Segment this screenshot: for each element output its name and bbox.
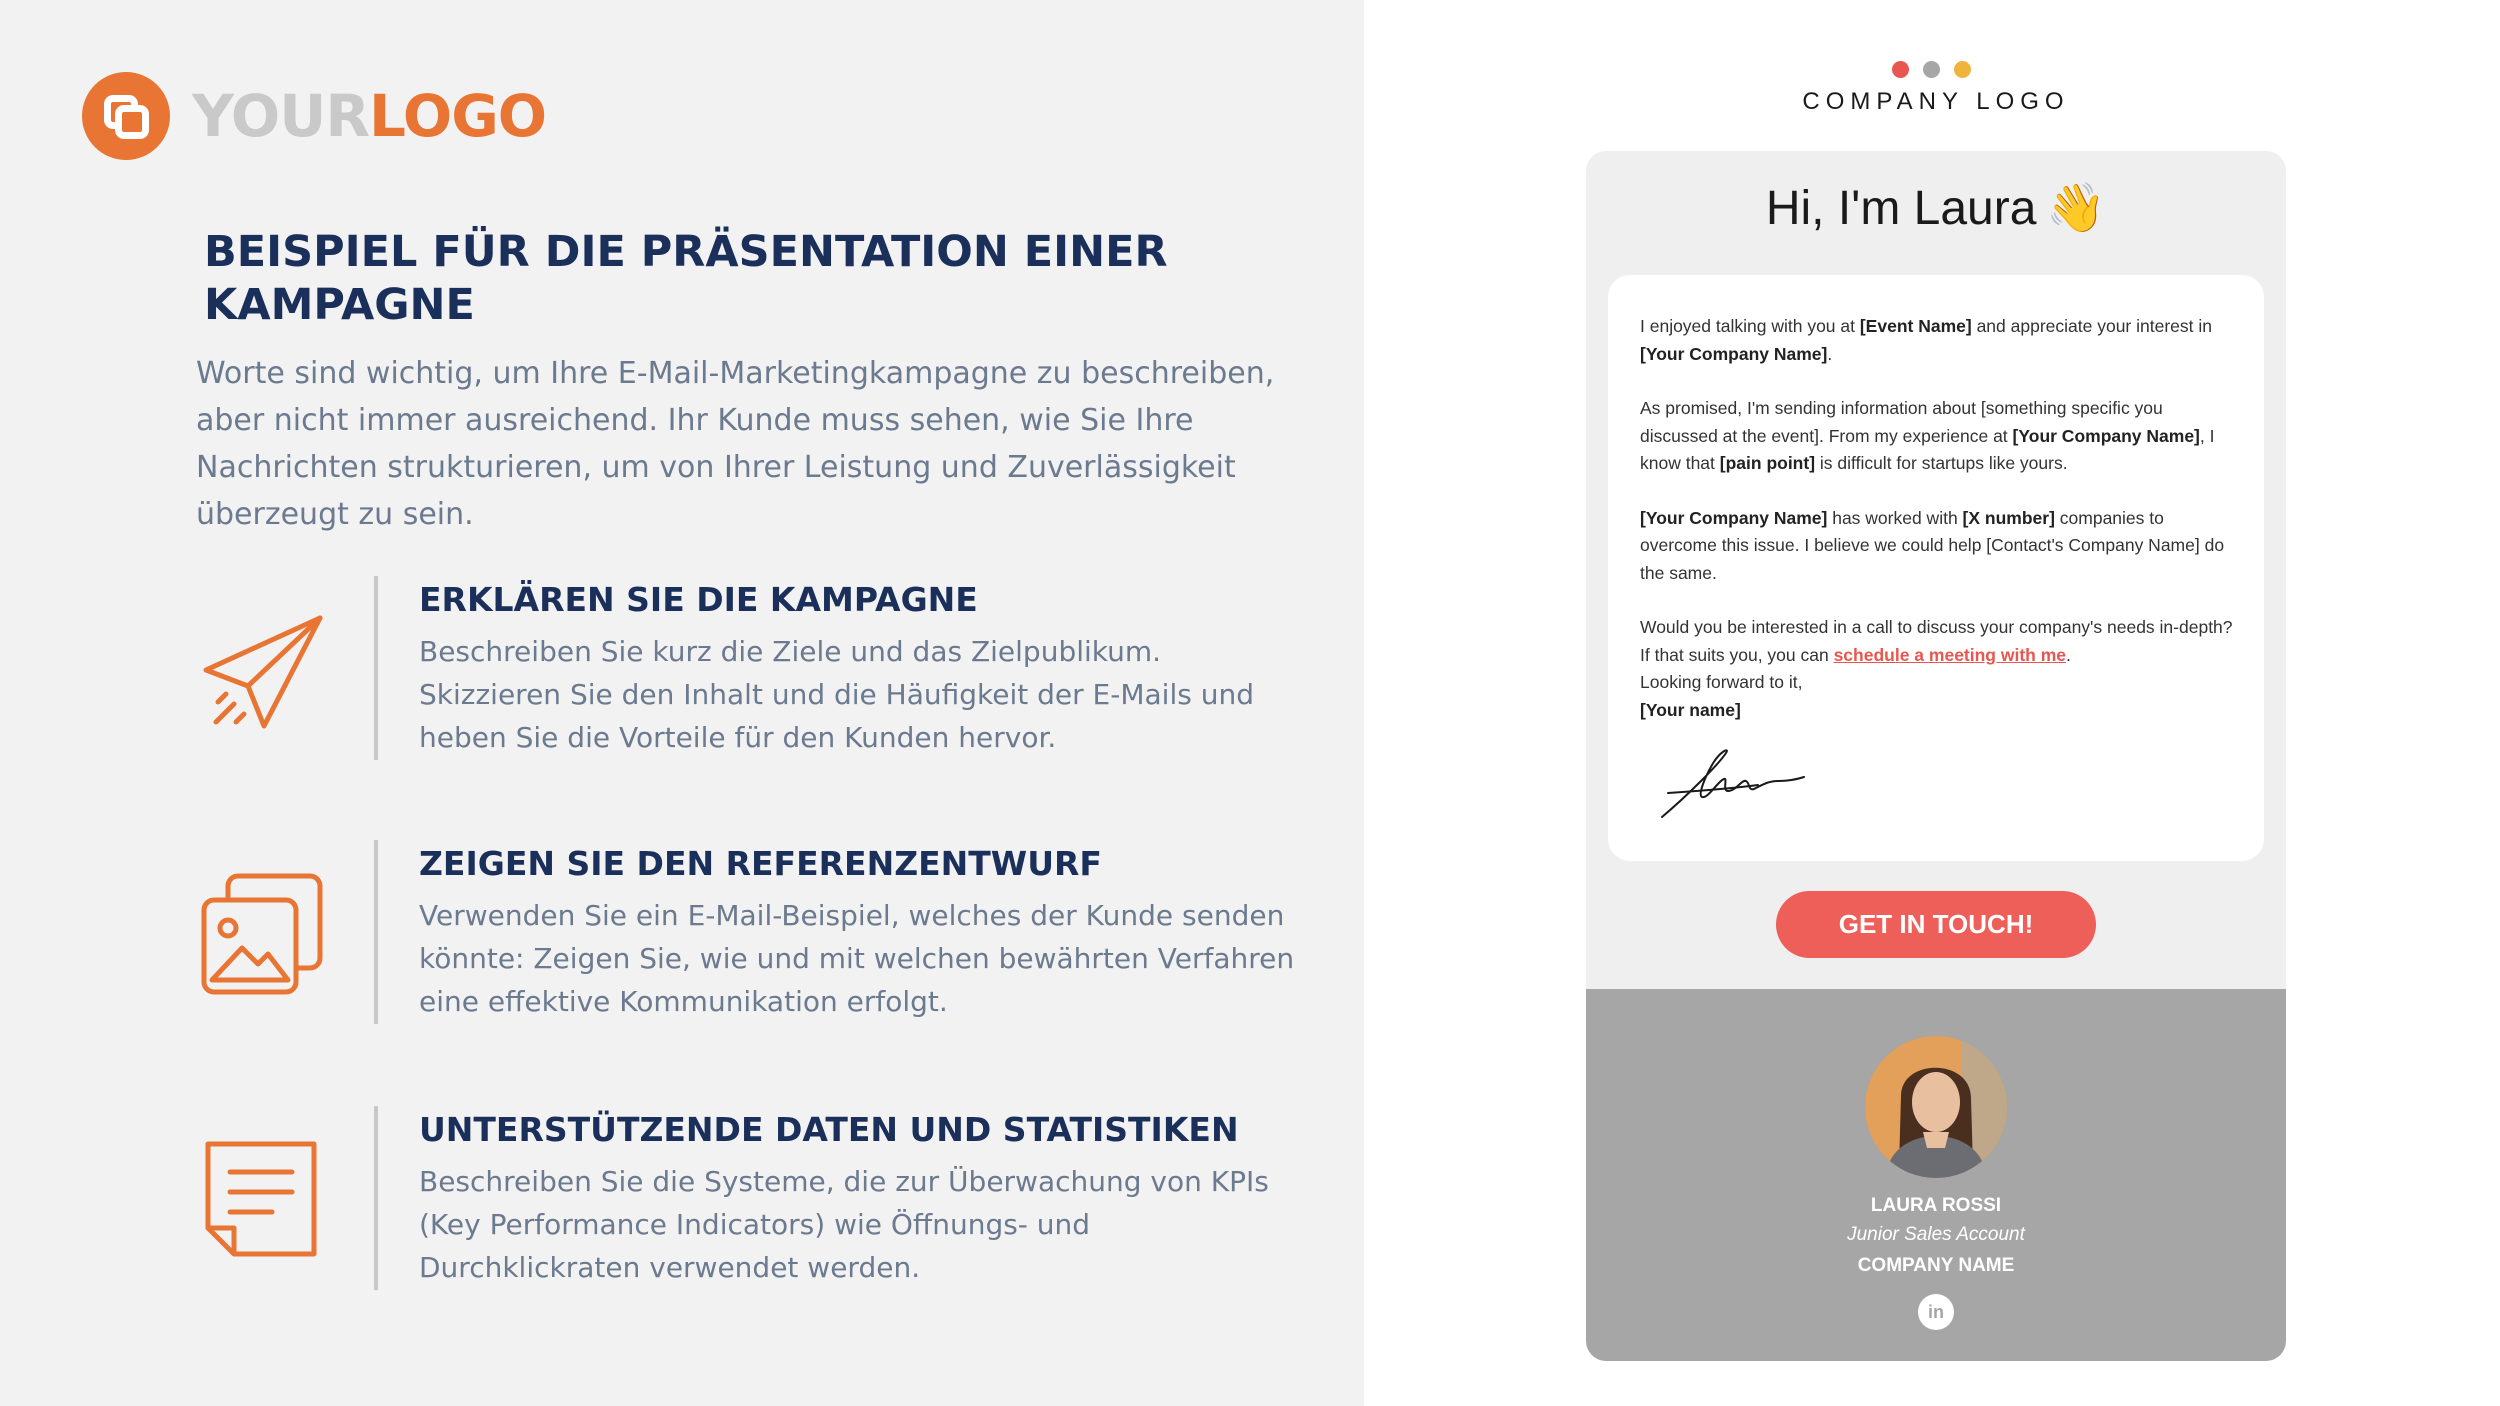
feature-supporting-data [196, 1106, 1296, 1296]
email-body [1608, 275, 2264, 861]
closing: Looking forward to it, [1640, 672, 1803, 692]
paragraph-2: As promised, I'm sending information about [something specific you discussed at the event]. From my experience at [Your Company Name], I know that [pain point] is difficult for startups like yours. [1640, 398, 2215, 473]
divider [374, 840, 378, 1024]
email-card [1586, 151, 2286, 1361]
feature-explain-campaign [196, 576, 1296, 766]
divider [374, 576, 378, 760]
get-in-touch-button[interactable]: GET IN TOUCH! [1776, 891, 2096, 958]
logo-mark-icon [82, 72, 170, 160]
window-dots [1892, 61, 1971, 78]
brand-logo [82, 72, 546, 160]
logo-text [192, 82, 546, 150]
logo-text-part1: YOUR [192, 82, 369, 150]
document-icon [196, 1136, 326, 1266]
feature-title: ERKLÄREN SIE DIE KAMPAGNE [419, 580, 978, 619]
feature-title: ZEIGEN SIE DEN REFERENZENTWURF [419, 844, 1102, 883]
feature-text: Beschreiben Sie die Systeme, die zur Überwachung von KPIs (Key Performance Indicators) wie Öffnungs- und Durchklickraten verwendet werden. [419, 1165, 1269, 1284]
sender-company: COMPANY NAME [1857, 1255, 2015, 1276]
dot-gray [1923, 61, 1940, 78]
sign-name: [Your name] [1640, 699, 1741, 720]
signature-icon [1658, 745, 1808, 825]
image-gallery-icon [196, 870, 326, 1000]
dot-red [1892, 61, 1909, 78]
feature-title: UNTERSTÜTZENDE DATEN UND STATISTIKEN [419, 1110, 1239, 1149]
wave-icon: 👋 [2046, 182, 2107, 235]
greeting [1586, 179, 2286, 236]
feature-text: Beschreiben Sie kurz die Ziele und das Zielpublikum. Skizzieren Sie den Inhalt und die Häufigkeit der E-Mails und heben Sie die Vorteile für den Kunden hervor. [419, 635, 1254, 754]
logo-text-part2: LOGO [369, 82, 547, 150]
company-logo: COMPANY LOGO [1802, 88, 2070, 115]
feature-reference-draft [196, 840, 1296, 1030]
paragraph-3: [Your Company Name] has worked with [X number] companies to overcome this issue. I believe we could help [Contact's Company Name] do the same. [1640, 507, 2225, 583]
greeting-text: Hi, I'm Laura [1765, 182, 2037, 235]
schedule-meeting-link[interactable]: schedule a meeting with me [1833, 644, 2066, 665]
feature-text: Verwenden Sie ein E-Mail-Beispiel, welches der Kunde senden könnte: Zeigen Sie, wie und mit welchen bewährten Verfahren eine effektive Kommunikation erfolgt. [419, 899, 1295, 1018]
slide-intro: Worte sind wichtig, um Ihre E-Mail-Marketingkampagne zu beschreiben, aber nicht immer ausreichend. Ihr Kunde muss sehen, wie Sie Ihre Nachrichten strukturieren, um von Ihrer Leistung und Zuverlässigkeit überzeugt zu sein. [196, 356, 1275, 532]
dot-yellow [1954, 61, 1971, 78]
footer-notch [1920, 977, 1952, 1001]
paragraph-4: Would you be interested in a call to discuss your company's needs in-depth? If that suits you, you can schedule a meeting with me. [1640, 617, 2233, 665]
sender-role: Junior Sales Account [1847, 1224, 2025, 1245]
avatar [1865, 1036, 2007, 1178]
sender-name: LAURA ROSSI [1870, 1195, 2002, 1216]
slide-title: BEISPIEL FÜR DIE PRÄSENTATION EINER KAMPAGNE [204, 227, 1168, 330]
paragraph-1: I enjoyed talking with you at [Event Name] and appreciate your interest in [Your Company Name]. [1640, 316, 2212, 364]
divider [374, 1106, 378, 1290]
linkedin-icon[interactable]: in [1918, 1294, 1954, 1330]
paper-plane-icon [196, 606, 326, 736]
